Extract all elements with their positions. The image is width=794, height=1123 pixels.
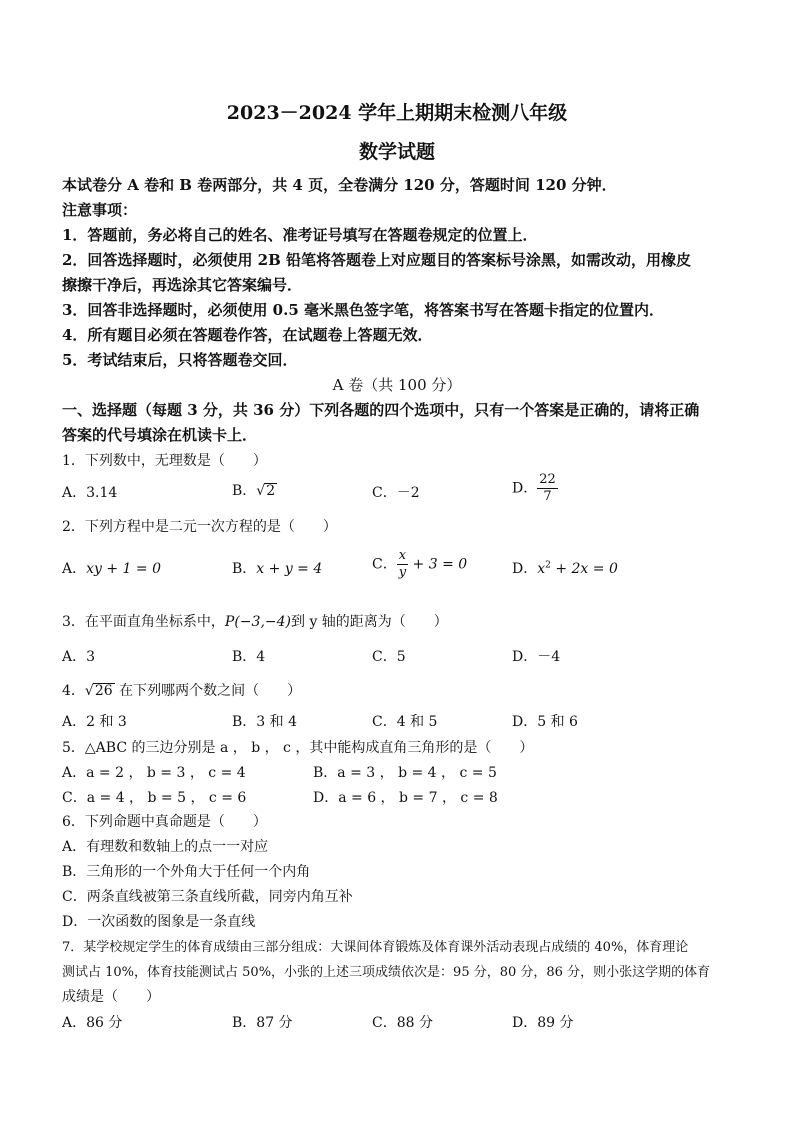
section-a-title: A 卷（共 100 分） xyxy=(332,376,462,394)
q7-option-c: C．88 分 xyxy=(372,1015,433,1031)
q3-option-a: A．3 xyxy=(62,649,96,665)
q6-option-c: C．两条直线被第三条直线所截，同旁内角互补 xyxy=(62,889,353,905)
note-1: 1．答题前，务必将自己的姓名、准考证号填写在答题卷规定的位置上． xyxy=(62,226,538,244)
q2-option-b xyxy=(232,558,322,578)
q1-option-b: B．√2 xyxy=(232,483,276,499)
q2-option-d-label: D． xyxy=(512,561,538,577)
q3-point: P(−3,−4) xyxy=(224,614,291,630)
q1-option-b-label: B． xyxy=(232,483,257,499)
q2-option-a-label: A． xyxy=(62,561,87,577)
q2-option-c xyxy=(372,548,467,581)
fraction-numerator: 22 xyxy=(539,472,556,487)
fraction-numerator: x xyxy=(397,548,408,565)
fraction-denominator: y xyxy=(398,565,407,580)
q7-option-d: D．89 分 xyxy=(512,1015,574,1031)
q3-stem-post: 到 y 轴的距离为（ ） xyxy=(291,614,448,630)
q2-option-c-label: C． xyxy=(372,556,397,573)
q4-option-b: B．3 和 4 xyxy=(232,714,298,730)
q4-stem-pre: 4． xyxy=(62,683,85,699)
q1-option-b-radicand: 2 xyxy=(266,483,276,499)
note-4: 4．所有题目必须在答题卷作答，在试题卷上答题无效． xyxy=(62,326,433,344)
q1-option-a: A．3.14 xyxy=(62,485,118,501)
q7-option-b: B．87 分 xyxy=(232,1015,293,1031)
q1-option-d-label: D． xyxy=(512,480,538,497)
q3-option-b: B．4 xyxy=(232,649,266,665)
q1-option-d xyxy=(512,472,558,505)
q5-option-b: B．a = 3 ， b = 4 ， c = 5 xyxy=(313,765,497,781)
part1-instructions-cont: 答案的代号填涂在机读卡上． xyxy=(62,426,258,444)
q5-option-d: D．a = 6 ， b = 7 ， c = 8 xyxy=(313,790,498,806)
q4-option-d: D．5 和 6 xyxy=(512,714,578,730)
q2-option-b-expr: x + y = 4 xyxy=(256,561,323,577)
q2-option-d-var: x xyxy=(537,561,546,577)
exam-subtitle: 数学试题 xyxy=(358,141,435,163)
q2-option-d-exponent: 2 xyxy=(545,560,551,571)
q4-radicand: 26 xyxy=(94,683,113,699)
q3-stem-pre: 3．在平面直角坐标系中， xyxy=(62,614,225,630)
q6-option-a: A．有理数和数轴上的点一一对应 xyxy=(62,839,269,855)
q3-option-c: C．5 xyxy=(372,649,406,665)
q2-option-b-label: B． xyxy=(232,561,257,577)
intro-line: 本试卷分 A 卷和 B 卷两部分，共 4 页，全卷满分 120 分，答题时间 120 分钟． xyxy=(62,176,617,194)
q2-stem: 2．下列方程中是二元一次方程的是（ ） xyxy=(62,519,337,535)
notes-heading: 注意事项： xyxy=(62,201,138,219)
part1-instructions: 一、选择题（每题 3 分，共 36 分）下列各题的四个选项中，只有一个答案是正确的，请将正确 xyxy=(62,401,700,419)
q4-option-c: C．4 和 5 xyxy=(372,714,438,730)
q6-stem: 6．下列命题中真命题是（ ） xyxy=(62,814,267,830)
q7-stem-line-2: 测试占 10%，体育技能测试占 50%，小张的上述三项成绩依次是：95 分，80 分，86 分，则小张这学期的体育 xyxy=(62,965,711,980)
q6-option-b: B．三角形的一个外角大于任何一个内角 xyxy=(62,864,311,880)
q4-stem-post: 在下列哪两个数之间（ ） xyxy=(119,683,302,699)
q6-option-d: D．一次函数的图象是一条直线 xyxy=(62,914,256,930)
q4-option-a: A．2 和 3 xyxy=(62,714,127,730)
q3-stem xyxy=(62,611,448,631)
q2-option-d-rest: + 2x = 0 xyxy=(555,561,618,577)
q7-stem-line-1: 7．某学校规定学生的体育成绩由三部分组成：大课间体育锻炼及体育课外活动表现占成绩的 40%，体育理论 xyxy=(62,940,689,955)
q7-stem-line-3: 成绩是（ ） xyxy=(62,989,160,1005)
q2-option-d xyxy=(512,558,618,578)
q2-option-a-expr: xy + 1 = 0 xyxy=(86,561,162,577)
note-2: 2．回答选择题时，必须使用 2B 铅笔将答题卷上对应题目的答案标号涂黑，如需改动，用橡皮 xyxy=(62,251,692,269)
q1-option-c: C．－2 xyxy=(372,485,420,501)
note-2-cont: 擦擦干净后，再选涂其它答案编号． xyxy=(62,276,303,294)
q2-option-a xyxy=(62,558,161,578)
q7-option-a: A．86 分 xyxy=(62,1015,123,1031)
q2-option-c-rest: + 3 = 0 xyxy=(412,556,468,573)
q2-option-c-fraction xyxy=(397,548,408,581)
q3-option-d: D．－4 xyxy=(512,649,561,665)
q1-option-d-fraction xyxy=(537,472,558,505)
exam-title: 2023－2024 学年上期期末检测八年级 xyxy=(226,102,568,124)
q5-option-a: A．a = 2 ， b = 3 ， c = 4 xyxy=(62,765,246,781)
q4-stem: 4．√26 在下列哪两个数之间（ ） xyxy=(62,683,302,699)
q1-stem: 1．下列数中，无理数是（ ） xyxy=(62,453,267,469)
q5-stem: 5．△ABC 的三边分别是 a ， b ， c ，其中能构成直角三角形的是（ ） xyxy=(62,740,534,756)
note-3: 3．回答非选择题时，必须使用 0.5 毫米黑色签字笔，将答案书写在答题卡指定的位置内． xyxy=(62,301,664,319)
fraction-denominator: 7 xyxy=(543,489,552,504)
note-5: 5．考试结束后，只将答题卷交回． xyxy=(62,351,298,369)
q5-option-c: C．a = 4 ， b = 5 ， c = 6 xyxy=(62,790,247,806)
